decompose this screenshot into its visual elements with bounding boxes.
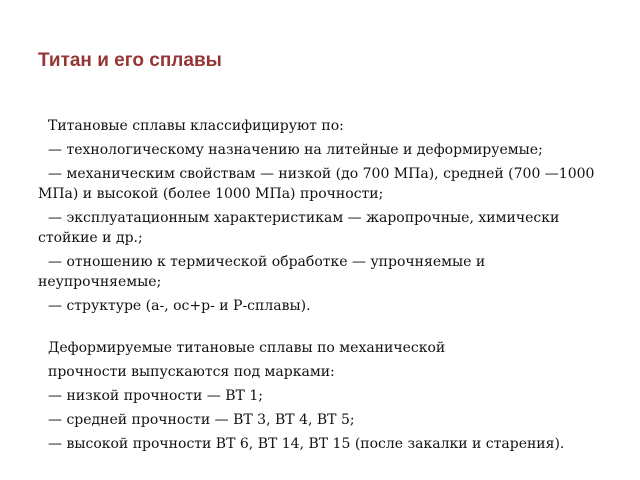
classification-item-structure: — структуре (а-, ос+р- и Р-сплавы). — [48, 298, 311, 314]
slide-title: Титан и его сплавы — [38, 50, 222, 71]
classification-item-operational: — эксплуатационным характеристикам — жаропрочные, химически стойкие и др.; — [38, 210, 560, 246]
grade-item-low: — низкой прочности — ВТ 1; — [48, 388, 263, 404]
classification-item-technological: — технологическому назначению на литейные и деформируемые; — [48, 142, 543, 158]
classification-item-mechanical: — механическим свойствам — низкой (до 700 МПа), средней (700 —1000 МПа) и высокой (более 1000 МПа) прочности; — [38, 166, 595, 202]
grade-item-high: — высокой прочности ВТ 6, ВТ 14, ВТ 15 (после закалки и старения). — [48, 436, 565, 452]
classification-intro: Титановые сплавы классифицируют по: — [48, 118, 344, 134]
classification-item-heat-treatment: — отношению к термической обработке — упрочняемые и неупрочняемые; — [38, 254, 486, 290]
slide-body — [38, 116, 608, 458]
grades-intro-line-2: прочности выпускаются под марками: — [48, 364, 335, 380]
grades-intro-line-1: Деформируемые титановые сплавы по механической — [48, 340, 446, 356]
paragraph-spacer — [38, 320, 608, 338]
grade-item-medium: — средней прочности — ВТ 3, ВТ 4, ВТ 5; — [48, 412, 355, 428]
